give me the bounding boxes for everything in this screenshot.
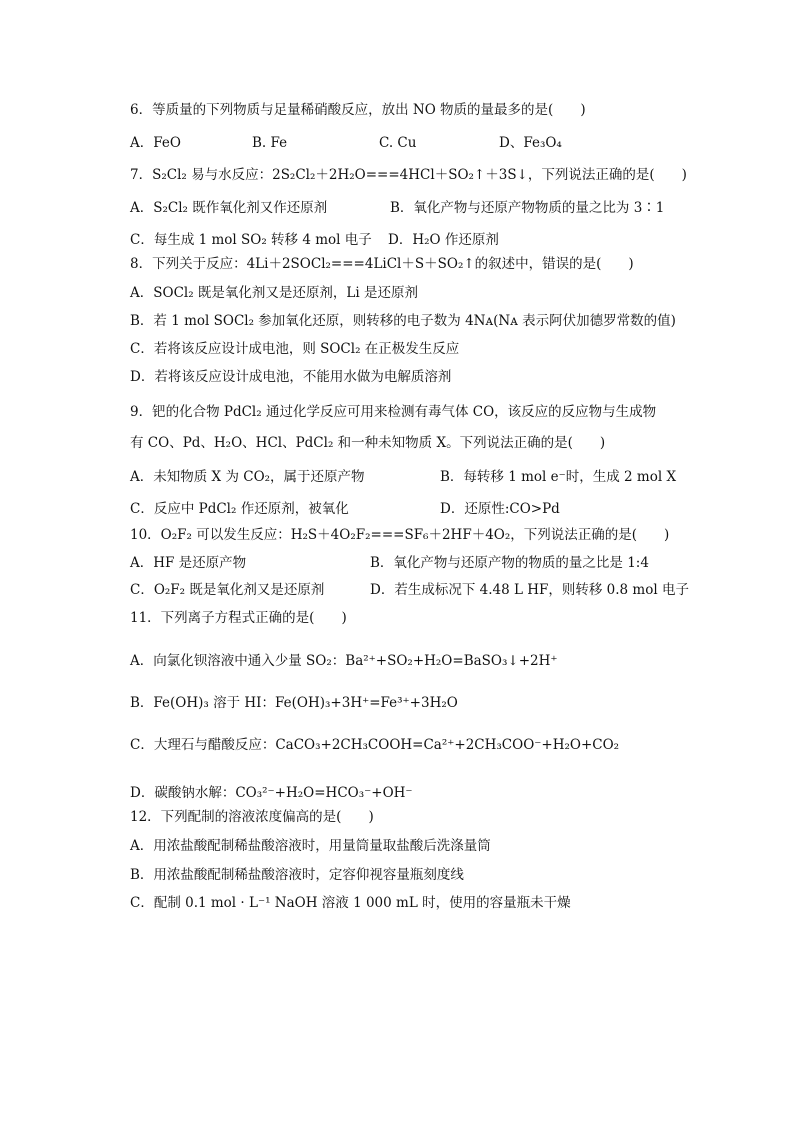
question-9-stem-line1: 9．钯的化合物 PdCl₂ 通过化学反应可用来检测有毒气体 CO，该反应的反应物与生成物: [130, 404, 657, 420]
question-10-options-row2: [130, 581, 689, 599]
question-6-stem: 6．等质量的下列物质与足量稀硝酸反应，放出 NO 物质的量最多的是( ): [130, 102, 586, 118]
question-11-option-a: A．向氯化钡溶液中通入少量 SO₂：Ba²⁺+SO₂+H₂O=BaSO₃↓+2H⁺: [130, 653, 558, 669]
question-7-option-b: B．氧化产物与还原产物物质的量之比为 3∶1: [390, 200, 665, 216]
question-8-stem: 8．下列关于反应：4Li＋2SOCl₂===4LiCl＋S＋SO₂↑的叙述中，错误的是( ): [130, 256, 634, 272]
question-8-option-d: D．若将该反应设计成电池，不能用水做为电解质溶剂: [130, 369, 452, 385]
question-11-stem: 11．下列离子方程式正确的是( ): [130, 610, 347, 626]
question-9-stem-line2: 有 CO、Pd、H₂O、HCl、PdCl₂ 和一种未知物质 X。下列说法正确的是( ): [130, 435, 606, 451]
question-7-option-a: A．S₂Cl₂ 既作氧化剂又作还原剂: [130, 200, 328, 216]
question-9-option-b: B．每转移 1 mol e⁻时，生成 2 mol X: [440, 469, 677, 485]
question-8-option-c: C．若将该反应设计成电池，则 SOCl₂ 在正极发生反应: [130, 341, 460, 357]
question-11-option-d: D．碳酸钠水解：CO₃²⁻+H₂O=HCO₃⁻+OH⁻: [130, 785, 413, 801]
question-6-option-d: D、Fe₃O₄: [499, 135, 562, 151]
question-12-stem: 12．下列配制的溶液浓度偏高的是( ): [130, 809, 374, 825]
question-9-option-a: A．未知物质 X 为 CO₂，属于还原产物: [130, 469, 365, 485]
question-9-options-row1: [130, 468, 676, 486]
question-10-options-row1: [130, 554, 649, 572]
question-7-stem: 7．S₂Cl₂ 易与水反应：2S₂Cl₂＋2H₂O===4HCl＋SO₂↑＋3S↓，下列说法正确的是( ): [130, 167, 687, 183]
question-7-options-row1: [130, 199, 664, 217]
question-12-option-a: A．用浓盐酸配制稀盐酸溶液时，用量筒量取盐酸后洗涤量筒: [130, 838, 491, 854]
question-7-options-row2: [130, 231, 499, 249]
question-10-stem: 10．O₂F₂ 可以发生反应：H₂S＋4O₂F₂===SF₆＋2HF＋4O₂，下列说法正确的是( ): [130, 527, 670, 543]
question-8-option-a: A．SOCl₂ 既是氧化剂又是还原剂，Li 是还原剂: [130, 285, 418, 301]
question-6-option-c: C. Cu: [379, 135, 417, 151]
question-11-option-b: B．Fe(OH)₃ 溶于 HI：Fe(OH)₃+3H⁺=Fe³⁺+3H₂O: [130, 695, 458, 711]
question-10-option-d: D．若生成标况下 4.48 L HF，则转移 0.8 mol 电子: [370, 582, 689, 598]
question-12-option-b: B．用浓盐酸配制稀盐酸溶液时，定容仰视容量瓶刻度线: [130, 867, 464, 883]
question-9-options-row2: [130, 500, 560, 518]
question-10-option-a: A．HF 是还原产物: [130, 555, 247, 571]
question-10-option-b: B．氧化产物与还原产物的物质的量之比是 1:4: [370, 555, 649, 571]
question-10-option-c: C．O₂F₂ 既是氧化剂又是还原剂: [130, 582, 325, 598]
question-9-option-c: C．反应中 PdCl₂ 作还原剂，被氧化: [130, 501, 349, 517]
question-6-option-a: A．FeO: [130, 135, 181, 151]
question-12-option-c: C．配制 0.1 mol · L⁻¹ NaOH 溶液 1 000 mL 时，使用的容量瓶未干燥: [130, 895, 571, 911]
question-7-option-d: D．H₂O 作还原剂: [388, 232, 499, 248]
question-9-option-d: D．还原性:CO>Pd: [440, 501, 560, 517]
question-6-options: [130, 134, 562, 152]
question-6-option-b: B. Fe: [252, 135, 288, 151]
question-8-option-b: B．若 1 mol SOCl₂ 参加氧化还原，则转移的电子数为 4Nᴀ(Nᴀ 表示阿伏加德罗常数的值): [130, 313, 676, 329]
question-11-option-c: C．大理石与醋酸反应：CaCO₃+2CH₃COOH=Ca²⁺+2CH₃COO⁻+H₂O+CO₂: [130, 737, 620, 753]
question-7-option-c: C．每生成 1 mol SO₂ 转移 4 mol 电子: [130, 232, 372, 248]
